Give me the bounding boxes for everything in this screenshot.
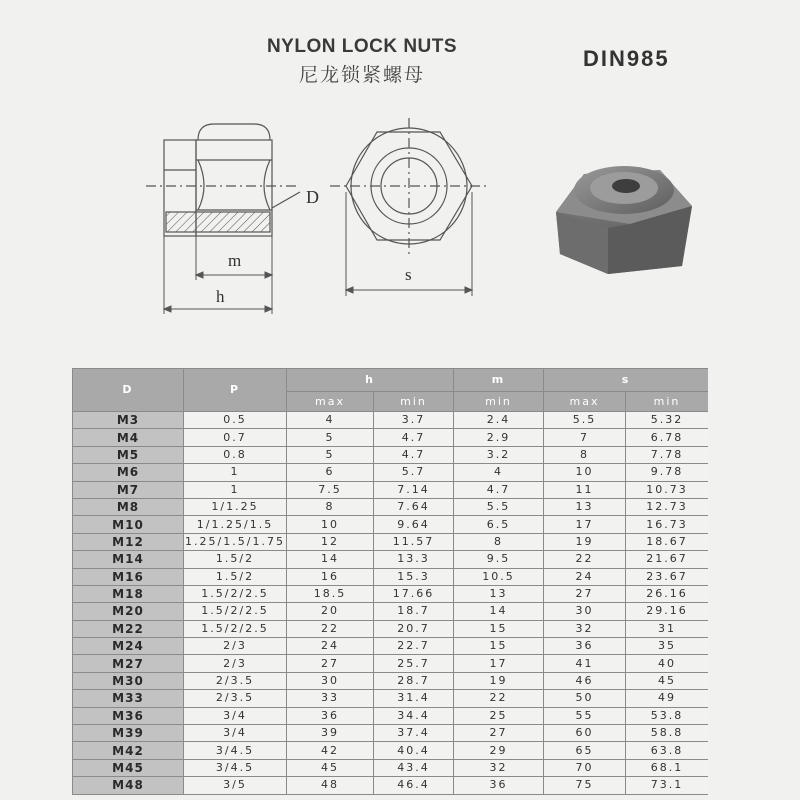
m-min-cell: 10.5 [454,568,544,585]
h-max-cell: 5 [287,446,374,463]
h-max-cell: 18.5 [287,585,374,602]
pitch-cell: 2/3.5 [184,690,287,707]
h-min-cell: 34.4 [374,707,454,724]
m-min-cell: 5.5 [454,498,544,515]
header-s: s [544,369,709,392]
size-cell: M5 [73,446,184,463]
pitch-cell: 1.5/2 [184,551,287,568]
m-min-cell: 17 [454,655,544,672]
dimension-table [72,368,708,795]
h-min-cell: 31.4 [374,690,454,707]
h-max-cell: 45 [287,759,374,776]
size-cell: M42 [73,742,184,759]
table-row [73,516,709,533]
pitch-cell: 1 [184,464,287,481]
s-min-cell: 49 [626,690,709,707]
h-max-cell: 27 [287,655,374,672]
m-min-cell: 27 [454,725,544,742]
s-max-cell: 19 [544,533,626,550]
size-cell: M33 [73,690,184,707]
subheader-s-max: max [544,392,626,412]
h-min-cell: 7.64 [374,498,454,515]
m-min-cell: 14 [454,603,544,620]
h-min-cell: 43.4 [374,759,454,776]
h-max-cell: 12 [287,533,374,550]
s-min-cell: 31 [626,620,709,637]
top-view [330,118,490,254]
s-max-cell: 13 [544,498,626,515]
s-max-cell: 60 [544,725,626,742]
s-max-cell: 46 [544,672,626,689]
size-cell: M16 [73,568,184,585]
h-min-cell: 5.7 [374,464,454,481]
size-cell: M6 [73,464,184,481]
h-max-cell: 33 [287,690,374,707]
m-min-cell: 8 [454,533,544,550]
table-row [73,655,709,672]
table-row [73,568,709,585]
h-max-cell: 7.5 [287,481,374,498]
table-row [73,707,709,724]
m-min-cell: 29 [454,742,544,759]
s-min-cell: 10.73 [626,481,709,498]
pitch-cell: 3/4 [184,707,287,724]
m-min-cell: 36 [454,777,544,794]
table-row [73,603,709,620]
s-min-cell: 21.67 [626,551,709,568]
title-chinese: 尼龙锁紧螺母 [298,65,425,86]
s-max-cell: 10 [544,464,626,481]
h-min-cell: 7.14 [374,481,454,498]
label-h: h [216,287,225,306]
s-min-cell: 9.78 [626,464,709,481]
size-cell: M20 [73,603,184,620]
h-min-cell: 37.4 [374,725,454,742]
s-min-cell: 58.8 [626,725,709,742]
s-min-cell: 53.8 [626,707,709,724]
pitch-cell: 3/4 [184,725,287,742]
s-min-cell: 5.32 [626,412,709,429]
m-min-cell: 15 [454,620,544,637]
h-max-cell: 5 [287,429,374,446]
table-row [73,533,709,550]
size-cell: M3 [73,412,184,429]
h-max-cell: 16 [287,568,374,585]
m-min-cell: 13 [454,585,544,602]
pitch-cell: 2/3.5 [184,672,287,689]
h-min-cell: 40.4 [374,742,454,759]
table-row [73,429,709,446]
table-row [73,672,709,689]
label-D: D [306,187,319,207]
m-min-cell: 4.7 [454,481,544,498]
s-max-cell: 55 [544,707,626,724]
pitch-cell: 1.5/2/2.5 [184,585,287,602]
h-min-cell: 11.57 [374,533,454,550]
m-min-cell: 4 [454,464,544,481]
table-row [73,585,709,602]
s-max-cell: 24 [544,568,626,585]
s-min-cell: 68.1 [626,759,709,776]
m-min-cell: 22 [454,690,544,707]
table-row [73,446,709,463]
pitch-cell: 1.5/2/2.5 [184,620,287,637]
pitch-cell: 1/1.25/1.5 [184,516,287,533]
table-row [73,498,709,515]
h-max-cell: 48 [287,777,374,794]
size-cell: M27 [73,655,184,672]
h-min-cell: 28.7 [374,672,454,689]
dimension-table-wrap [72,368,708,800]
h-min-cell: 25.7 [374,655,454,672]
s-max-cell: 7 [544,429,626,446]
s-max-cell: 75 [544,777,626,794]
s-max-cell: 17 [544,516,626,533]
s-min-cell: 26.16 [626,585,709,602]
size-cell: M8 [73,498,184,515]
header-D: D [73,369,184,412]
label-m: m [228,251,242,270]
m-min-cell: 32 [454,759,544,776]
s-min-cell: 29.16 [626,603,709,620]
h-min-cell: 4.7 [374,429,454,446]
label-s: s [405,265,412,284]
header-h: h [287,369,454,392]
h-min-cell: 15.3 [374,568,454,585]
table-row [73,742,709,759]
m-min-cell: 3.2 [454,446,544,463]
s-max-cell: 32 [544,620,626,637]
m-min-cell: 9.5 [454,551,544,568]
size-cell: M30 [73,672,184,689]
title-english: NYLON LOCK NUTS [266,36,458,57]
h-max-cell: 6 [287,464,374,481]
h-max-cell: 30 [287,672,374,689]
s-min-cell: 45 [626,672,709,689]
size-cell: M36 [73,707,184,724]
s-max-cell: 27 [544,585,626,602]
h-max-cell: 8 [287,498,374,515]
pitch-cell: 0.5 [184,412,287,429]
nut-photo [550,150,700,290]
m-min-cell: 6.5 [454,516,544,533]
size-cell: M18 [73,585,184,602]
h-max-cell: 14 [287,551,374,568]
s-max-cell: 30 [544,603,626,620]
table-row [73,464,709,481]
pitch-cell: 2/3 [184,655,287,672]
pitch-cell: 1.5/2/2.5 [184,603,287,620]
pitch-cell: 1.25/1.5/1.75 [184,533,287,550]
side-view [146,124,300,236]
pitch-cell: 0.7 [184,429,287,446]
s-max-cell: 41 [544,655,626,672]
h-max-cell: 22 [287,620,374,637]
table-row [73,638,709,655]
table-row [73,759,709,776]
h-min-cell: 9.64 [374,516,454,533]
h-max-cell: 36 [287,707,374,724]
h-max-cell: 10 [287,516,374,533]
size-cell: M10 [73,516,184,533]
subheader-h-max: max [287,392,374,412]
subheader-h-min: min [374,392,454,412]
table-row [73,620,709,637]
size-cell: M7 [73,481,184,498]
s-min-cell: 12.73 [626,498,709,515]
table-row [73,777,709,794]
s-min-cell: 7.78 [626,446,709,463]
s-min-cell: 6.78 [626,429,709,446]
header-P: P [184,369,287,412]
s-max-cell: 65 [544,742,626,759]
h-max-cell: 4 [287,412,374,429]
size-cell: M14 [73,551,184,568]
size-cell: M48 [73,777,184,794]
h-max-cell: 39 [287,725,374,742]
m-min-cell: 2.4 [454,412,544,429]
pitch-cell: 2/3 [184,638,287,655]
pitch-cell: 3/5 [184,777,287,794]
pitch-cell: 0.8 [184,446,287,463]
h-min-cell: 3.7 [374,412,454,429]
size-cell: M24 [73,638,184,655]
s-max-cell: 70 [544,759,626,776]
s-min-cell: 35 [626,638,709,655]
s-max-cell: 36 [544,638,626,655]
h-min-cell: 22.7 [374,638,454,655]
header-m: m [454,369,544,392]
h-min-cell: 13.3 [374,551,454,568]
table-row [73,690,709,707]
h-max-cell: 20 [287,603,374,620]
s-min-cell: 16.73 [626,516,709,533]
h-min-cell: 4.7 [374,446,454,463]
s-min-cell: 40 [626,655,709,672]
s-min-cell: 23.67 [626,568,709,585]
m-min-cell: 15 [454,638,544,655]
pitch-cell: 3/4.5 [184,759,287,776]
s-min-cell: 73.1 [626,777,709,794]
s-max-cell: 5.5 [544,412,626,429]
subheader-s-min: min [626,392,709,412]
h-max-cell: 42 [287,742,374,759]
s-max-cell: 22 [544,551,626,568]
table-row [73,481,709,498]
pitch-cell: 1/1.25 [184,498,287,515]
table-row [73,725,709,742]
standard-code: DIN985 [583,46,670,71]
subheader-m-min: min [454,392,544,412]
table-row [73,412,709,429]
s-min-cell: 63.8 [626,742,709,759]
m-min-cell: 19 [454,672,544,689]
size-cell: M45 [73,759,184,776]
size-cell: M4 [73,429,184,446]
table-row [73,551,709,568]
pitch-cell: 1.5/2 [184,568,287,585]
s-max-cell: 8 [544,446,626,463]
h-min-cell: 46.4 [374,777,454,794]
m-min-cell: 2.9 [454,429,544,446]
table-body [73,412,709,795]
h-min-cell: 18.7 [374,603,454,620]
m-min-cell: 25 [454,707,544,724]
s-min-cell: 18.67 [626,533,709,550]
h-min-cell: 20.7 [374,620,454,637]
s-max-cell: 11 [544,481,626,498]
size-cell: M39 [73,725,184,742]
size-cell: M12 [73,533,184,550]
h-max-cell: 24 [287,638,374,655]
h-min-cell: 17.66 [374,585,454,602]
pitch-cell: 1 [184,481,287,498]
pitch-cell: 3/4.5 [184,742,287,759]
s-max-cell: 50 [544,690,626,707]
size-cell: M22 [73,620,184,637]
